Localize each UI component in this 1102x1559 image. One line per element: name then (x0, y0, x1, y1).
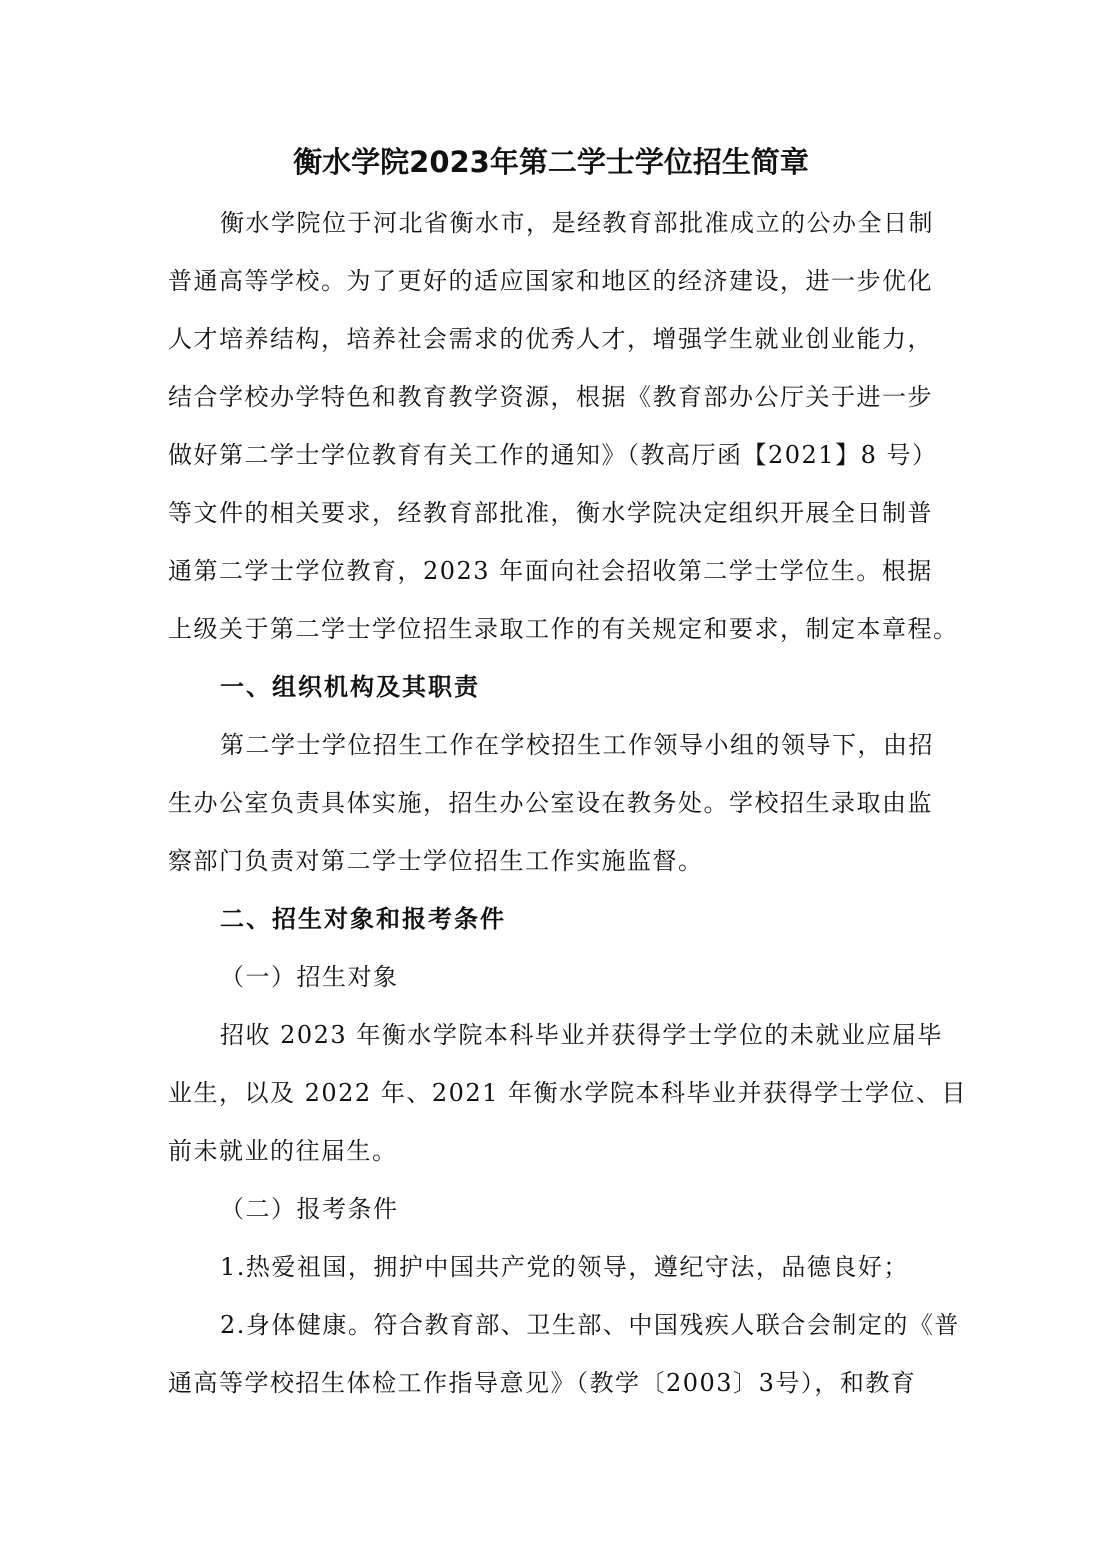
section-heading: 二、招生对象和报考条件 (220, 905, 506, 933)
paragraph-line: 前未就业的往届生。 (168, 1137, 398, 1165)
paragraph-line: 通高等学校招生体检工作指导意见》（教学〔2003〕3号），和教育 (168, 1369, 917, 1397)
paragraph-line: 普通高等学校。为了更好的适应国家和地区的经济建设，进一步优化 (168, 267, 933, 295)
paragraph-line: 第二学士学位招生工作在学校招生工作领导小组的领导下，由招 (220, 731, 934, 759)
paragraph-line: 人才培养结构，培养社会需求的优秀人才，增强学生就业创业能力， (168, 325, 933, 353)
paragraph-line: 察部门负责对第二学士学位招生工作实施监督。 (168, 847, 704, 875)
document-title: 衡水学院2023年第二学士学位招生简章 (293, 145, 809, 179)
paragraph-line: 招收 2023 年衡水学院本科毕业并获得学士学位的未就业应届毕 (220, 1021, 943, 1049)
subsection-heading: （一）招生对象 (220, 963, 399, 991)
paragraph-line: 通第二学士学位教育，2023 年面向社会招收第二学士学位生。根据 (168, 557, 933, 585)
paragraph-line: 1.热爱祖国，拥护中国共产党的领导，遵纪守法，品德良好； (220, 1253, 909, 1281)
paragraph-line: 业生，以及 2022 年、2021 年衡水学院本科毕业并获得学士学位、目 (168, 1079, 968, 1107)
paragraph-line: 结合学校办学特色和教育教学资源，根据《教育部办公厅关于进一步 (168, 383, 933, 411)
paragraph-line: 2.身体健康。符合教育部、卫生部、中国残疾人联合会制定的《普 (220, 1311, 960, 1339)
subsection-heading: （二）报考条件 (220, 1195, 399, 1223)
paragraph-line: 生办公室负责具体实施，招生办公室设在教务处。学校招生录取由监 (168, 789, 933, 817)
paragraph-line: 上级关于第二学士学位招生录取工作的有关规定和要求，制定本章程。 (168, 615, 959, 643)
section-heading: 一、组织机构及其职责 (220, 673, 480, 701)
paragraph-line: 做好第二学士学位教育有关工作的通知》（教高厅函【2021】8 号） (168, 441, 938, 469)
paragraph-line: 衡水学院位于河北省衡水市，是经教育部批准成立的公办全日制 (220, 209, 934, 237)
paragraph-line: 等文件的相关要求，经教育部批准，衡水学院决定组织开展全日制普 (168, 499, 933, 527)
